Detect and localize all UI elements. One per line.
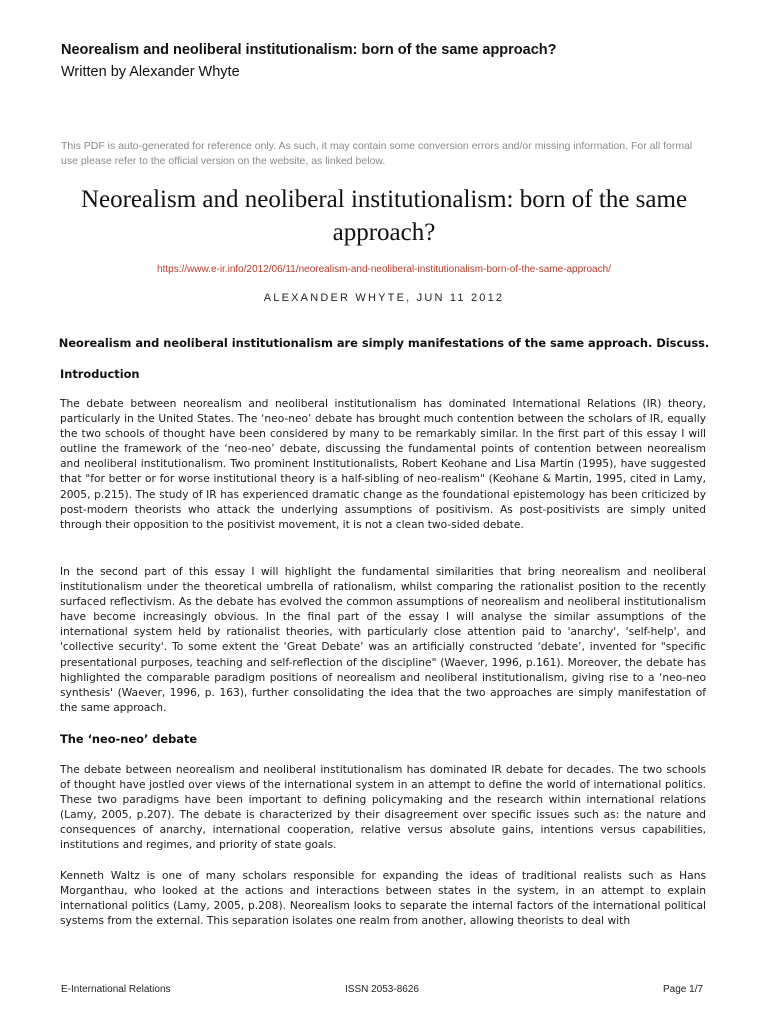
paragraph-intro-1: The debate between neorealism and neoliberal institutionalism has dominated International Relations (IR) theory, particularly in the United States. The ‘neo-neo’ debate has brought much contention between the scholars of IR, equally the two schools of thought have been considered by many to be remarkably similar. In the first part of this essay I will outline the framework of the ‘neo-neo’ debate, discussing the fundamental points of contention between neorealism and neoliberal institutionalism. Two prominent Institutionalists, Robert Keohane and Lisa Martin (1995), have suggested that "for better or for worse institutional theory is a half-sibling of neo-realism" (Keohane & Martin, 1995, cited in Lamy, 2005, p.215). The study of IR has experienced dramatic change as the foundational epistemology has been criticized by post-modern theorists who attack the underlying assumptions of positivism. As post-positivists are simply united through their opposition to the positivist movement, it is not a clean two-sided debate. xyxy=(60,397,706,531)
paragraph-intro-2: In the second part of this essay I will highlight the fundamental similarities that bring neorealism and neoliberal institutionalism under the theoretical umbrella of rationalism, whilst comparing the rationalist position to the recently surfaced reflectivism. As the debate has evolved the common assumptions of neorealism and neoliberal institutionalism have become increasingly obvious. In the final part of the essay I will analyse the similar assumptions of the international system held by rationalist theories, with particularly close attention paid to 'anarchy', 'self-help', and 'collective security'. To some extent the ‘Great Debate’ was an artificially constructed ‘debate’, invented for "specific presentational purposes, teaching and self-reflection of the discipline" (Waever, 1996, p.161). Moreover, the debate has highlighted the comparable paradigm positions of neorealism and neoliberal institutionalism, giving rise to a ‘neo-neo synthesis' (Waever, 1996, p. 163), further consolidating the idea that the two approaches are simply manifestation of the same approach. xyxy=(60,565,706,714)
section-heading-neo-neo-debate: The ‘neo-neo’ debate xyxy=(60,732,198,746)
section-heading-introduction: Introduction xyxy=(60,367,140,381)
running-header-title: Neorealism and neoliberal institutionalism: born of the same approach? xyxy=(61,42,557,58)
footer-publisher: E-International Relations xyxy=(61,984,171,995)
running-header-author: Written by Alexander Whyte xyxy=(61,64,240,80)
article-byline: ALEXANDER WHYTE, JUN 11 2012 xyxy=(263,292,505,304)
footer-page-number: Page 1/7 xyxy=(663,984,704,995)
article-title: Neorealism and neoliberal institutionalism: born of the same approach? xyxy=(80,186,688,246)
footer-issn: ISSN 2053-8626 xyxy=(345,984,419,995)
paragraph-debate-2: Kenneth Waltz is one of many scholars responsible for expanding the ideas of traditional realists such as Hans Morganthau, who looked at the actions and interactions between states in the system, in an attempt to explain international politics (Lamy, 2005, p.208). Neorealism looks to separate the internal factors of the international political systems from the external. This separation isolates one realm from another, allowing theorists to deal with xyxy=(60,869,706,928)
article-source-link[interactable]: https://www.e-ir.info/2012/06/11/neorealism-and-neoliberal-institutionalism-born-of-the-same-approach/ xyxy=(157,264,611,275)
pdf-disclaimer-notice: This PDF is auto-generated for reference only. As such, it may contain some conversion errors and/or missing information. For all formal use please refer to the official version on the website, as linked below. xyxy=(61,140,693,167)
paragraph-debate-1: The debate between neorealism and neoliberal institutionalism has dominated IR debate for decades. The two schools of thought have jostled over views of the international system in an attempt to define the world of international politics. These two paradigms have been important to defining policymaking and the research within international relations (Lamy, 2005, p.207). The debate is characterized by their disagreement over specific issues such as: the nature and consequences of anarchy, international cooperation, relative versus absolute gains, intentions versus capabilities, institutions and regimes, and priority of state goals. xyxy=(60,763,706,852)
essay-question: Neorealism and neoliberal institutionalism are simply manifestations of the same approach. Discuss. xyxy=(58,336,710,350)
